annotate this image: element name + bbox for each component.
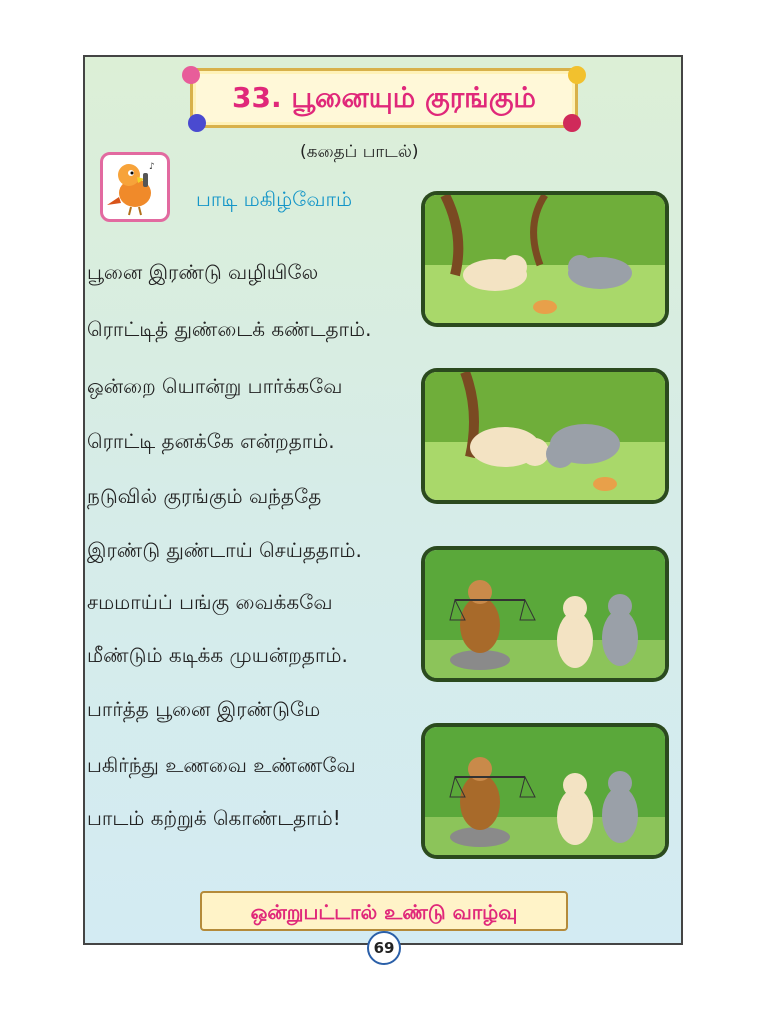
poem-line: மீண்டும் கடிக்க முயன்றதாம். bbox=[87, 643, 348, 667]
flower-decoration bbox=[188, 114, 206, 132]
parrot-icon bbox=[100, 152, 170, 222]
illustration-monkey-scale bbox=[425, 550, 665, 678]
svg-text:♪: ♪ bbox=[149, 162, 155, 172]
illustration-cats-fighting bbox=[425, 372, 665, 500]
page-number: 69 bbox=[367, 931, 401, 965]
title-banner bbox=[190, 68, 578, 128]
section-heading: பாடி மகிழ்வோம் bbox=[196, 187, 353, 211]
illustration-cats-find-bread bbox=[425, 195, 665, 323]
poem-line: பூனை இரண்டு வழியிலே bbox=[87, 260, 319, 284]
poem-line: இரண்டு துண்டாய் செய்ததாம். bbox=[87, 538, 362, 562]
flower-decoration bbox=[568, 66, 586, 84]
motto-banner bbox=[200, 891, 568, 931]
subtitle: (கதைப் பாடல்) bbox=[300, 142, 419, 162]
flower-decoration bbox=[563, 114, 581, 132]
poem-line: பகிர்ந்து உணவை உண்ணவே bbox=[87, 753, 356, 777]
poem-line: ஒன்றை யொன்று பார்க்கவே bbox=[87, 374, 343, 398]
poem-line: நடுவில் குரங்கும் வந்ததே bbox=[87, 484, 322, 508]
motto-text: ஒன்றுபட்டால் உண்டு வாழ்வு bbox=[250, 900, 518, 924]
poem-line: சமமாய்ப் பங்கு வைக்கவே bbox=[87, 590, 333, 614]
flower-decoration bbox=[182, 66, 200, 84]
poem-line: பார்த்த பூனை இரண்டுமே bbox=[87, 697, 321, 721]
poem-line: பாடம் கற்றுக் கொண்டதாம்! bbox=[87, 806, 341, 830]
page-title: 33. பூனையும் குரங்கும் bbox=[232, 81, 536, 114]
illustration-monkey-eats bbox=[425, 727, 665, 855]
poem-line: ரொட்டி தனக்கே என்றதாம். bbox=[87, 429, 335, 453]
poem-line: ரொட்டித் துண்டைக் கண்டதாம். bbox=[87, 317, 372, 341]
